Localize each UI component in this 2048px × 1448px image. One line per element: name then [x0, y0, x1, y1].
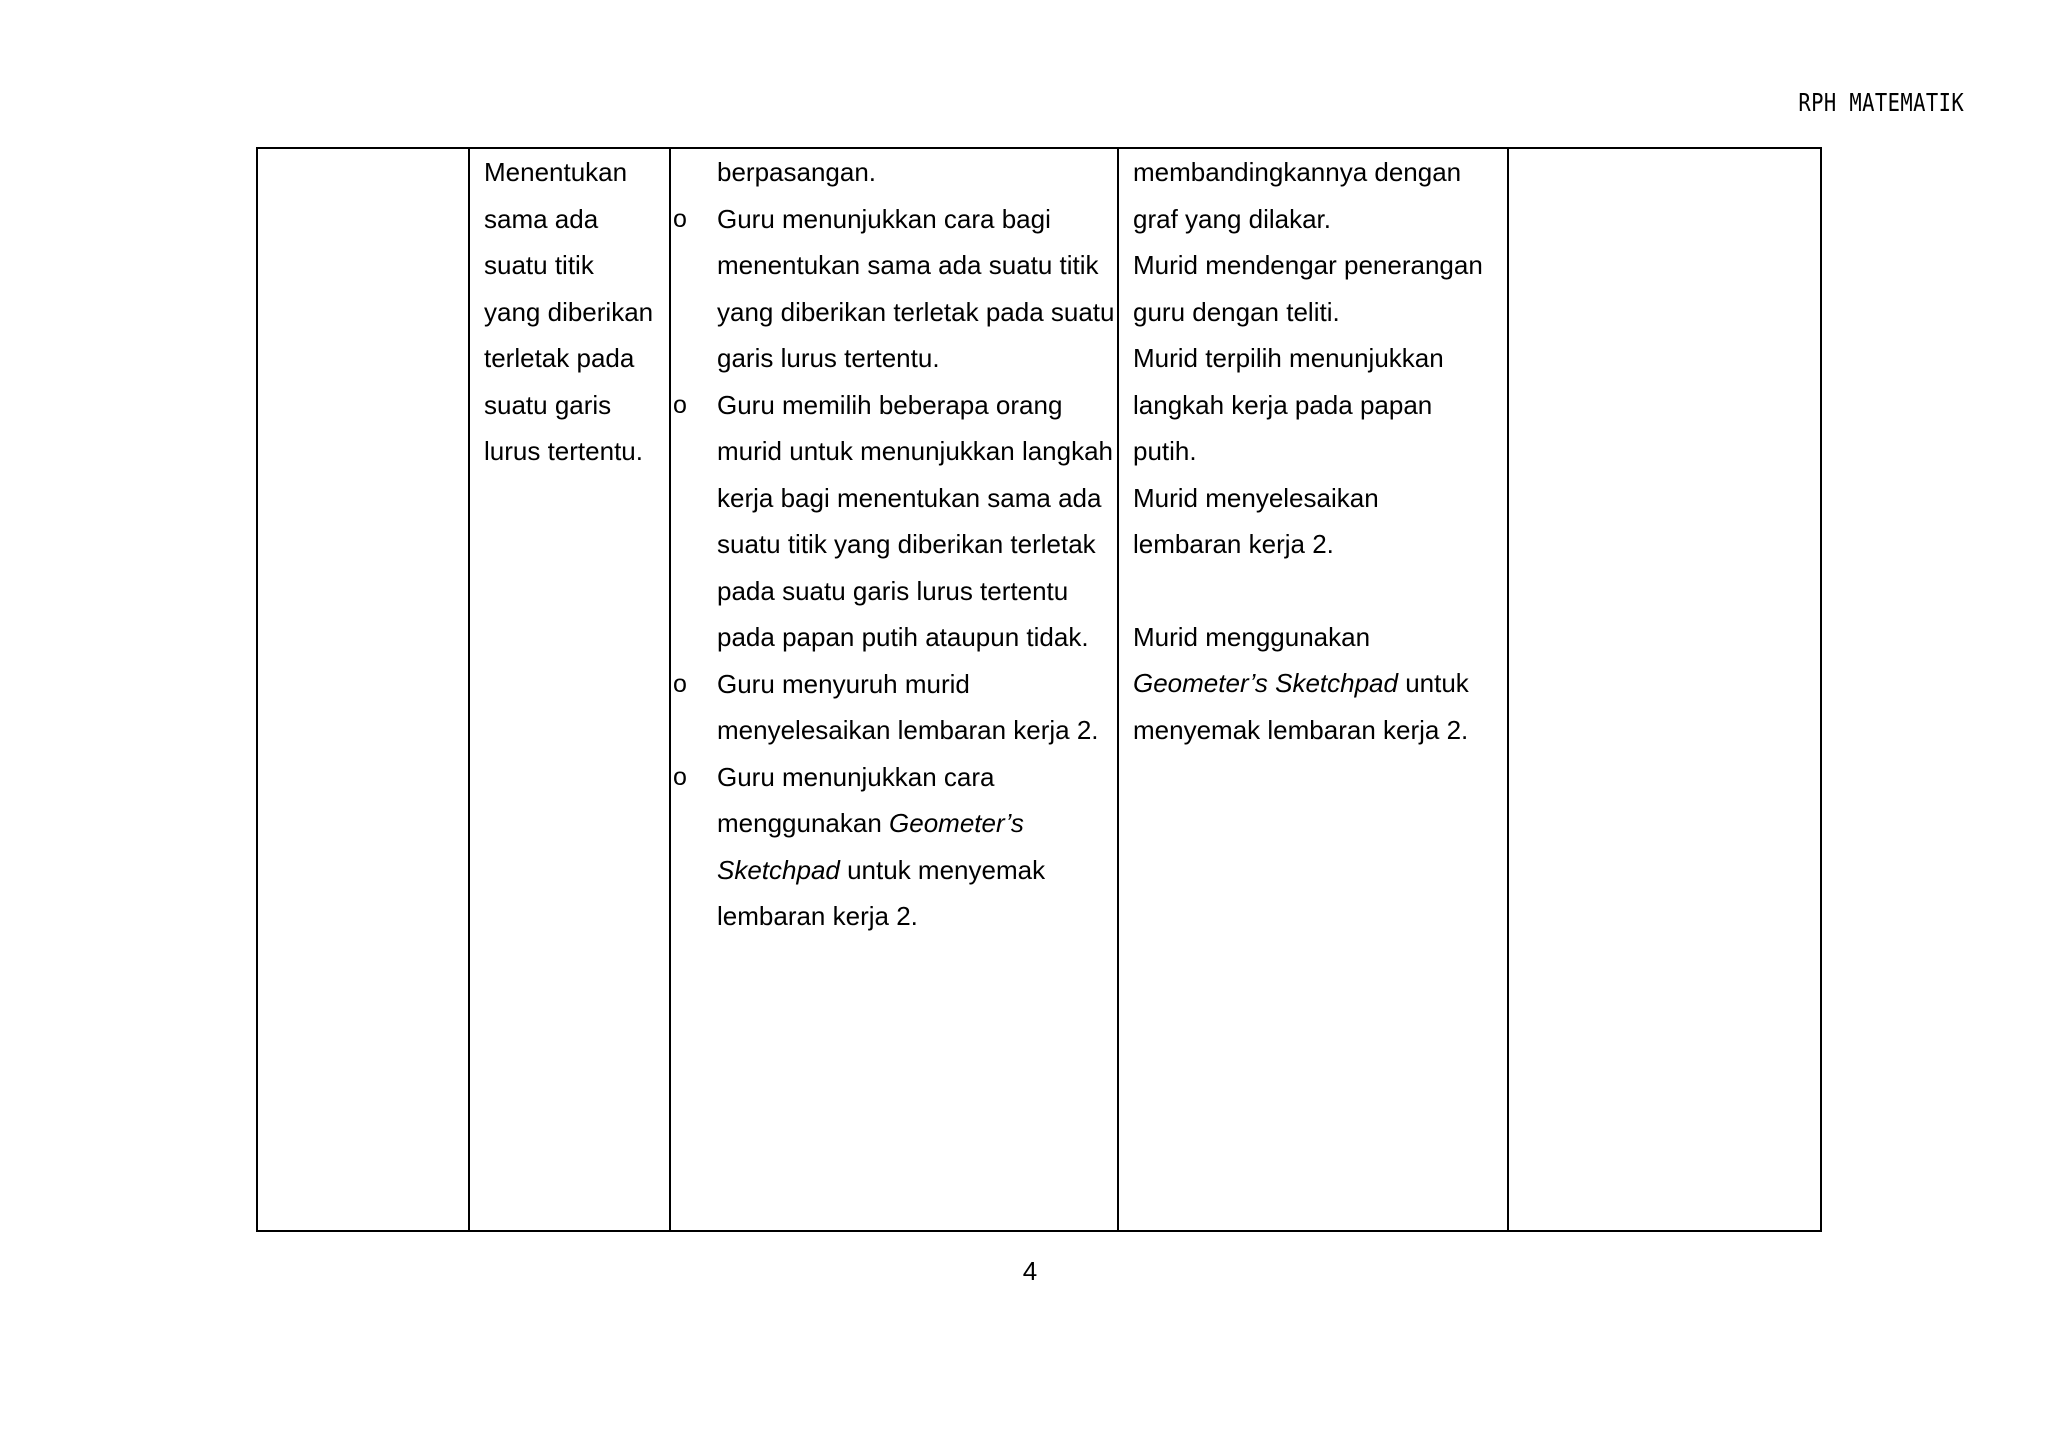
spacer — [1119, 568, 1507, 614]
table-cell-topic — [469, 148, 670, 1231]
software-name-italic: Geometer’s Sketchpad — [1133, 668, 1398, 698]
teacher-activity-item: o Guru memilih beberapa orang murid untuk menunjukkan langkah kerja bagi menentukan sama ada suatu titik yang diberikan terletak pada suatu garis lurus tertentu pada papan putih ataupun tidak. — [671, 382, 1117, 661]
student-activity-text: untuk menyemak lembaran kerja 2. — [1133, 668, 1469, 745]
page-number: 4 — [1022, 1256, 1038, 1286]
document-header: RPH MATEMATIK — [1798, 88, 1964, 117]
table-cell-teacher-activities — [670, 148, 1118, 1231]
teacher-activity-text: Guru menunjukkan cara menggunakan — [717, 761, 995, 838]
table-cell-student-activities — [1118, 148, 1508, 1231]
student-activity-line: membandingkannya dengan graf yang dilakar. — [1133, 157, 1462, 234]
lesson-plan-table — [256, 147, 1822, 1232]
student-activity-text: Murid menggunakan — [1133, 621, 1371, 652]
table-cell-empty-left — [257, 148, 469, 1231]
student-activity-line — [1119, 614, 1507, 754]
teacher-continued-text: berpasangan. — [717, 157, 877, 187]
student-activity-line: Murid menyelesaikan lembaran kerja 2. — [1133, 482, 1379, 559]
table-row — [257, 148, 1821, 1231]
student-activity-line: Murid mendengar penerangan guru dengan teliti. — [1133, 250, 1483, 327]
teacher-activity-item: o Guru menyuruh murid menyelesaikan lembaran kerja 2. — [671, 661, 1117, 754]
topic-text: Menentukan sama ada suatu titik yang diberikan terletak pada suatu garis lurus tertentu. — [484, 157, 654, 466]
teacher-activity-item — [671, 754, 1117, 940]
software-name-italic: Geometer’s Sketchpad — [717, 808, 1024, 885]
student-activity-line: Murid terpilih menunjukkan langkah kerja pada papan putih. — [1133, 343, 1444, 466]
teacher-activity-text: untuk menyemak lembaran kerja 2. — [717, 854, 1046, 931]
table-cell-empty-right — [1508, 148, 1821, 1231]
teacher-activity-item: o Guru menunjukkan cara bagi menentukan sama ada suatu titik yang diberikan terletak pada suatu garis lurus tertentu. — [671, 196, 1117, 382]
